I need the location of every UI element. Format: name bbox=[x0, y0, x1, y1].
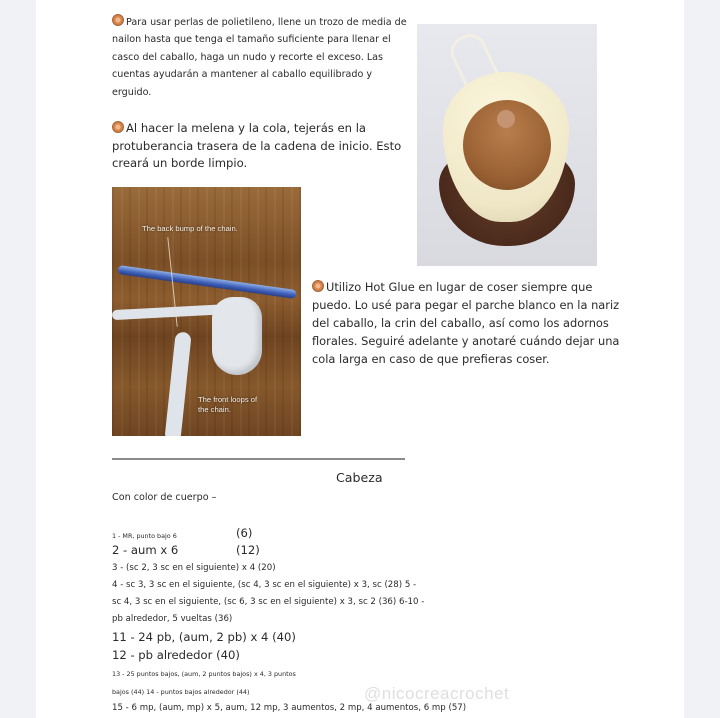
section-divider bbox=[112, 458, 405, 460]
yarn-chain bbox=[212, 297, 262, 375]
label-front-loops-1: The front loops of bbox=[198, 395, 258, 404]
tip-mane-and-tail bbox=[112, 120, 412, 173]
label-front-loops-2: the chain. bbox=[198, 405, 231, 414]
pattern-row: 13 - 25 puntos bajos, (aum, 2 puntos bajos) x 4, 3 puntos bbox=[112, 670, 296, 678]
tip-text: Al hacer la melena y la cola, tejerás en la protuberancia trasera de la cadena de inicio. Esto creará un borde limpio. bbox=[112, 121, 402, 170]
pattern-row: 1 - MR, punto bajo 6 bbox=[112, 532, 177, 540]
orange-circle-bullet-icon bbox=[112, 121, 124, 133]
section-title: Cabeza bbox=[336, 470, 383, 485]
yarn-tail bbox=[164, 331, 191, 436]
orange-circle-bullet-icon bbox=[112, 14, 124, 26]
pattern-row: 12 - pb alrededor (40) bbox=[112, 648, 240, 662]
watermark: @nicocreacrochet bbox=[364, 684, 510, 703]
pattern-row: 3 - (sc 2, 3 sc en el siguiente) x 4 (20) bbox=[112, 563, 276, 573]
photo-crochet-chain bbox=[112, 187, 301, 436]
pattern-row-count: (6) bbox=[236, 526, 253, 540]
pattern-row: pb alrededor, 5 vueltas (36) bbox=[112, 614, 233, 624]
crochet-hook bbox=[117, 265, 297, 299]
pattern-row: 15 - 6 mp, (aum, mp) x 5, aum, 12 mp, 3 aumentos, 2 mp, 4 aumentos, 6 mp (57) bbox=[112, 703, 467, 713]
section-subtitle: Con color de cuerpo – bbox=[112, 492, 217, 503]
pattern-row: sc 4, 3 sc en el siguiente, (sc 6, 3 sc en el siguiente) x 3, sc 2 (36) 6-10 - bbox=[112, 597, 425, 607]
photo-crochet-helmet bbox=[417, 24, 597, 266]
tip-text: Para usar perlas de polietileno, llene un trozo de media de nailon hasta que tenga el tamaño suficiente para llenar el casco del caballo, haga un nudo y recorte el exceso. Las cuentas ayudarán a mantener al caballo equilibrado y erguido. bbox=[112, 17, 407, 98]
document-page bbox=[36, 0, 684, 718]
tip-text: Utilizo Hot Glue en lugar de coser siempre que puedo. Lo usé para pegar el parche blanco en la nariz del caballo, la crin del caballo, así como los adornos florales. Seguiré adelante y anotaré cuándo dejar una cola larga en caso de que prefieras coser. bbox=[312, 280, 620, 366]
pattern-row: 2 - aum x 6 bbox=[112, 543, 179, 557]
pattern-row: 4 - sc 3, 3 sc en el siguiente, (sc 4, 3 sc en el siguiente) x 3, sc (28) 5 - bbox=[112, 580, 417, 590]
orange-circle-bullet-icon bbox=[312, 280, 324, 292]
pattern-row: 11 - 24 pb, (aum, 2 pb) x 4 (40) bbox=[112, 630, 296, 644]
tip-hot-glue bbox=[312, 278, 622, 368]
hat-knot bbox=[497, 110, 515, 128]
pattern-row: bajos (44) 14 - puntos bajos alrededor (44) bbox=[112, 688, 250, 696]
label-back-bump: The back bump of the chain. bbox=[142, 224, 238, 233]
tip-polyethylene-beads bbox=[112, 14, 412, 101]
pattern-row-count: (12) bbox=[236, 543, 260, 557]
